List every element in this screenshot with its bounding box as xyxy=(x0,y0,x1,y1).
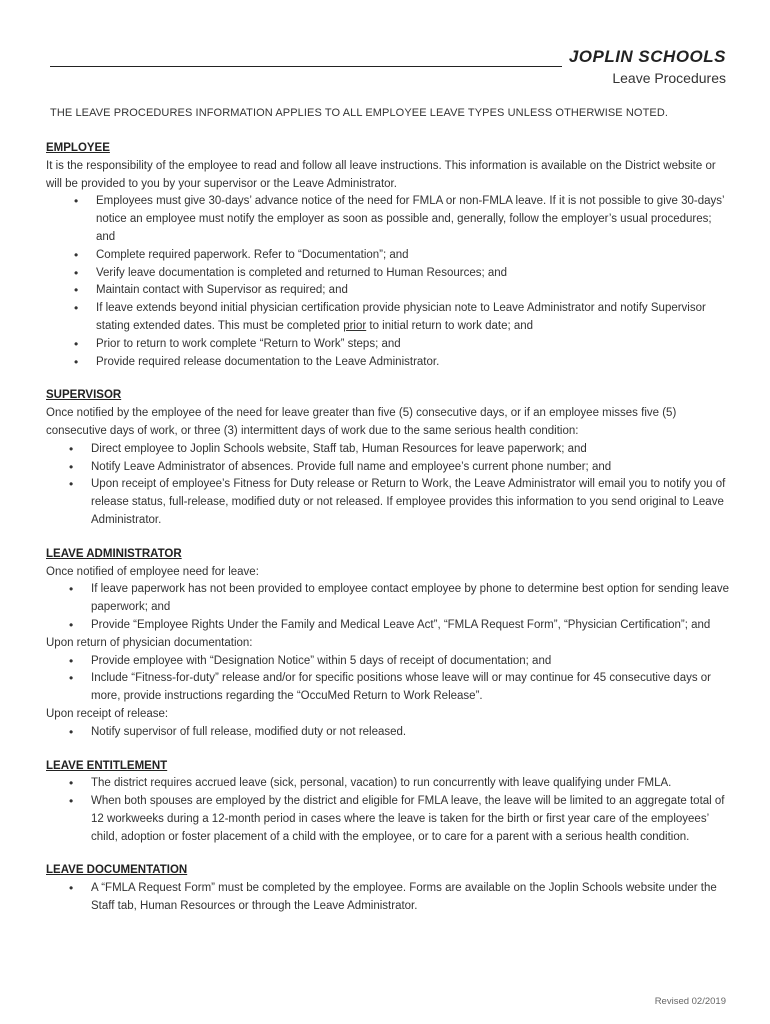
document-body xyxy=(46,140,730,932)
leave-admin-list-2 xyxy=(46,653,730,706)
emphasis-prior: prior xyxy=(343,319,367,332)
section-heading: LEAVE ENTITLEMENT xyxy=(46,759,168,772)
revision-date: Revised 02/2019 xyxy=(654,996,726,1007)
documentation-list xyxy=(46,880,730,916)
supervisor-list xyxy=(46,441,730,530)
leave-administrator-section xyxy=(46,546,730,742)
list-item: • When both spouses are employed by the district and eligible for FMLA leave, the leave will be limited to an aggregate total of 12 workweeks during a 12-month period in cases where the leave is taken for the birth or first year care of the employees’ child, adoption or foster placement of a child with the employee, or to care for a parent with a serious health condition. xyxy=(91,793,730,846)
leave-admin-list-1 xyxy=(46,581,730,634)
item-text: If leave extends beyond initial physician certification provide physician note to Leave Administrator and notify Supervisor stating extended dates. This must be completed xyxy=(96,302,706,332)
list-item: • Verify leave documentation is completed and returned to Human Resources; and xyxy=(96,265,730,283)
section-heading: EMPLOYEE xyxy=(46,142,110,154)
leave-documentation-section xyxy=(46,862,730,915)
list-item: • If leave paperwork has not been provided to employee contact employee by phone to determine best option for sending leave paperwork; and xyxy=(91,581,730,617)
sub-intro: Upon return of physician documentation: xyxy=(46,636,253,649)
list-item: • Employees must give 30-days’ advance notice of the need for FMLA or non-FMLA leave. If it is not possible to give 30-days’ notice an employee must notify the employer as soon as possible and, generally, follow the employer’s usual procedures; and xyxy=(96,193,730,246)
document-title: Leave Procedures xyxy=(612,70,726,86)
list-item xyxy=(96,300,730,336)
section-intro: Once notified by the employee of the need for leave greater than five (5) consecutive days, or if an employee misses five (5) consecutive days of work, or three (3) intermittent days of work due to the same serious health condition: xyxy=(46,407,677,437)
list-item: • Include “Fitness-for-duty” release and/or for specific positions whose leave will or may continue for 45 consecutive days or more, provide instructions regarding the “OccuMed Return to Work Release”. xyxy=(91,670,730,706)
section-intro: It is the responsibility of the employee to read and follow all leave instructions. This information is available on the District website or will be provided to you by your supervisor or the Leave Administrator. xyxy=(46,159,716,190)
supervisor-section xyxy=(46,387,730,529)
list-item: • Provide “Employee Rights Under the Family and Medical Leave Act”, “FMLA Request Form”, “Physician Certification”; and xyxy=(91,617,730,635)
section-heading: LEAVE ADMINISTRATOR xyxy=(46,547,182,560)
section-heading: SUPERVISOR xyxy=(46,389,122,402)
list-item: • The district requires accrued leave (sick, personal, vacation) to run concurrently with leave qualifying under FMLA. xyxy=(91,775,730,793)
leave-entitlement-section xyxy=(46,758,730,847)
leave-admin-list-3 xyxy=(46,724,730,742)
org-name: JOPLIN SCHOOLS xyxy=(568,47,726,66)
employee-list xyxy=(46,193,730,371)
section-heading: LEAVE DOCUMENTATION xyxy=(46,864,188,877)
sub-intro: Once notified of employee need for leave: xyxy=(46,565,259,578)
list-item: • Direct employee to Joplin Schools website, Staff tab, Human Resources for leave paperwork; and xyxy=(91,441,730,459)
entitlement-list xyxy=(46,775,730,846)
header-rule xyxy=(50,66,562,67)
list-item: • Provide employee with “Designation Notice” within 5 days of receipt of documentation; and xyxy=(91,653,730,671)
employee-section xyxy=(46,140,730,371)
intro-statement: THE LEAVE PROCEDURES INFORMATION APPLIES TO ALL EMPLOYEE LEAVE TYPES UNLESS OTHERWISE NOTED. xyxy=(50,107,669,119)
list-item: • A “FMLA Request Form” must be completed by the employee. Forms are available on the Joplin Schools website under the Staff tab, Human Resources or through the Leave Administrator. xyxy=(91,880,730,916)
list-item: • Maintain contact with Supervisor as required; and xyxy=(96,282,730,300)
list-item: • Upon receipt of employee’s Fitness for Duty release or Return to Work, the Leave Administrator will email you to notify you of release status, full-release, modified duty or not released. If employee provides this information to you send original to Leave Administrator. xyxy=(91,476,730,529)
list-item: • Notify Leave Administrator of absences. Provide full name and employee’s current phone number; and xyxy=(91,459,730,477)
list-item: • Notify supervisor of full release, modified duty or not released. xyxy=(91,724,730,742)
list-item: • Prior to return to work complete “Return to Work” steps; and xyxy=(96,336,730,354)
list-item: • Complete required paperwork. Refer to “Documentation”; and xyxy=(96,247,730,265)
list-item: • Provide required release documentation to the Leave Administrator. xyxy=(96,354,730,372)
item-text: to initial return to work date; and xyxy=(366,319,534,332)
sub-intro: Upon receipt of release: xyxy=(46,707,169,720)
